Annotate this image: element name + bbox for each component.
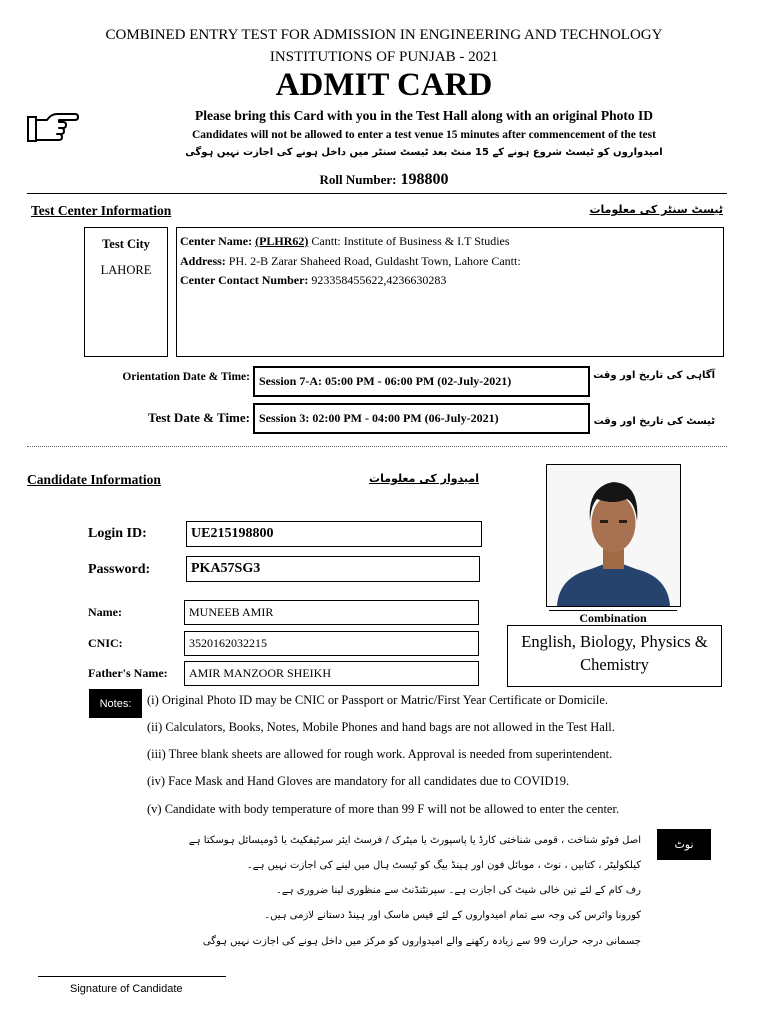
center-name-value: Cantt: Institute of Business & I.T Studies <box>311 234 510 248</box>
test-date-label-urdu: ٹیسٹ کی تاریخ اور وقت <box>593 416 715 427</box>
note-item: (iv) Face Mask and Hand Gloves are mandatory for all candidates due to COVID19. <box>147 774 570 788</box>
instruction-urdu: امیدواروں کو ٹیسٹ شروع ہونے کے 15 منٹ بعد ٹیسٹ سنٹر میں داخل ہونے کی اجازت نہیں ہوگی <box>185 147 663 158</box>
name-value: MUNEEB AMIR <box>184 600 479 625</box>
contact-value: 923358455622,4236630283 <box>311 273 447 287</box>
login-id-value: UE215198800 <box>186 521 482 547</box>
roll-number-label: Roll Number: <box>319 172 397 187</box>
password-label: Password: <box>88 562 151 577</box>
candidate-heading: Candidate Information <box>27 472 161 487</box>
orientation-label: Orientation Date & Time: <box>122 371 250 383</box>
note-item: (v) Candidate with body temperature of more than 99 F will not be allowed to enter the center. <box>147 802 620 816</box>
section-divider <box>27 446 727 447</box>
address-row <box>180 252 723 272</box>
test-city-box <box>84 227 168 357</box>
note-item: (iii) Three blank sheets are allowed for rough work. Approval is needed from superintendent. <box>147 747 613 761</box>
test-city-value: LAHORE <box>100 263 152 277</box>
combination-value: English, Biology, Physics & Chemistry <box>507 625 722 687</box>
urdu-notes-badge: نوٹ <box>657 829 711 860</box>
roll-number <box>0 171 768 189</box>
name-label: Name: <box>88 605 122 619</box>
test-center-heading: Test Center Information <box>31 203 172 218</box>
candidate-heading-urdu: امیدوار کی معلومات <box>369 472 479 485</box>
test-date-value: Session 3: 02:00 PM - 04:00 PM (06-July-2021) <box>253 403 590 434</box>
test-city-label: Test City <box>102 237 150 251</box>
instruction-photo-id: Please bring this Card with you in the Test Hall along with an original Photo ID <box>195 108 653 123</box>
admit-card-title: ADMIT CARD <box>275 67 493 103</box>
combination-label: Combination <box>549 610 677 626</box>
roll-number-value: 198800 <box>400 171 449 188</box>
pointing-hand-icon <box>27 110 79 146</box>
header-divider <box>27 193 727 194</box>
center-details-box <box>176 227 724 357</box>
contact-row <box>180 271 723 291</box>
note-item: (i) Original Photo ID may be CNIC or Passport or Matric/First Year Certificate or Domicile. <box>147 693 609 707</box>
orientation-value: Session 7-A: 05:00 PM - 06:00 PM (02-July-2021) <box>253 366 590 397</box>
instruction-late-entry: Candidates will not be allowed to enter a test venue 15 minutes after commencement of the test <box>192 129 656 141</box>
title-line-1: COMBINED ENTRY TEST FOR ADMISSION IN ENGINEERING AND TECHNOLOGY <box>105 27 663 43</box>
title-line-2: INSTITUTIONS OF PUNJAB - 2021 <box>269 49 499 65</box>
test-center-heading-urdu: ٹیسٹ سنٹر کی معلومات <box>589 203 723 216</box>
address-label: Address: <box>180 253 226 268</box>
cnic-value: 3520162032215 <box>184 631 479 656</box>
urdu-note-item: اصل فوٹو شناخت ، قومی شناختی کارڈ یا پاسپورٹ یا میٹرک / فرسٹ ایئر سرٹیفکیٹ یا ڈومیسائل ہوسکتا ہے <box>188 835 641 846</box>
urdu-note-item: رف کام کے لئے تین خالی شیٹ کی اجازت ہے۔ سپرنٹنڈنٹ سے منظوری لینا ضروری ہے۔ <box>275 885 641 896</box>
note-item: (ii) Calculators, Books, Notes, Mobile Phones and hand bags are not allowed in the Test Hall. <box>147 720 615 734</box>
login-id-label: Login ID: <box>88 526 147 541</box>
signature-line <box>38 976 226 977</box>
address-value: PH. 2-B Zarar Shaheed Road, Guldasht Town, Lahore Cantt: <box>228 253 521 268</box>
urdu-note-item: کیلکولیٹر ، کتابیں ، نوٹ ، موبائل فون اور ہینڈ بیگ کو ٹیسٹ ہال میں لینے کی اجازت نہیں ہے۔ <box>246 860 641 871</box>
signature-label: Signature of Candidate <box>70 983 183 995</box>
urdu-note-item: جسمانی درجہ حرارت 99 سے زیادہ رکھنے والے امیدواروں کو مرکز میں داخل ہونے کی اجازت نہیں ہوگی <box>202 936 641 947</box>
test-date-label: Test Date & Time: <box>148 410 250 425</box>
father-name-label: Father's Name: <box>88 666 168 680</box>
center-name-label: Center Name: <box>180 234 253 248</box>
father-name-value: AMIR MANZOOR SHEIKH <box>184 661 479 686</box>
candidate-photo <box>546 464 681 607</box>
contact-label: Center Contact Number: <box>180 273 309 287</box>
password-value: PKA57SG3 <box>186 556 480 582</box>
notes-badge: Notes: <box>89 689 142 718</box>
orientation-label-urdu: آگاہی کی تاریخ اور وقت <box>593 370 715 381</box>
center-code: (PLHR62) <box>255 234 309 248</box>
cnic-label: CNIC: <box>88 636 123 650</box>
center-name-row <box>180 232 723 252</box>
urdu-note-item: کورونا وائرس کی وجہ سے تمام امیدواروں کے لئے فیس ماسک اور ہینڈ دستانے لازمی ہیں۔ <box>264 910 641 921</box>
